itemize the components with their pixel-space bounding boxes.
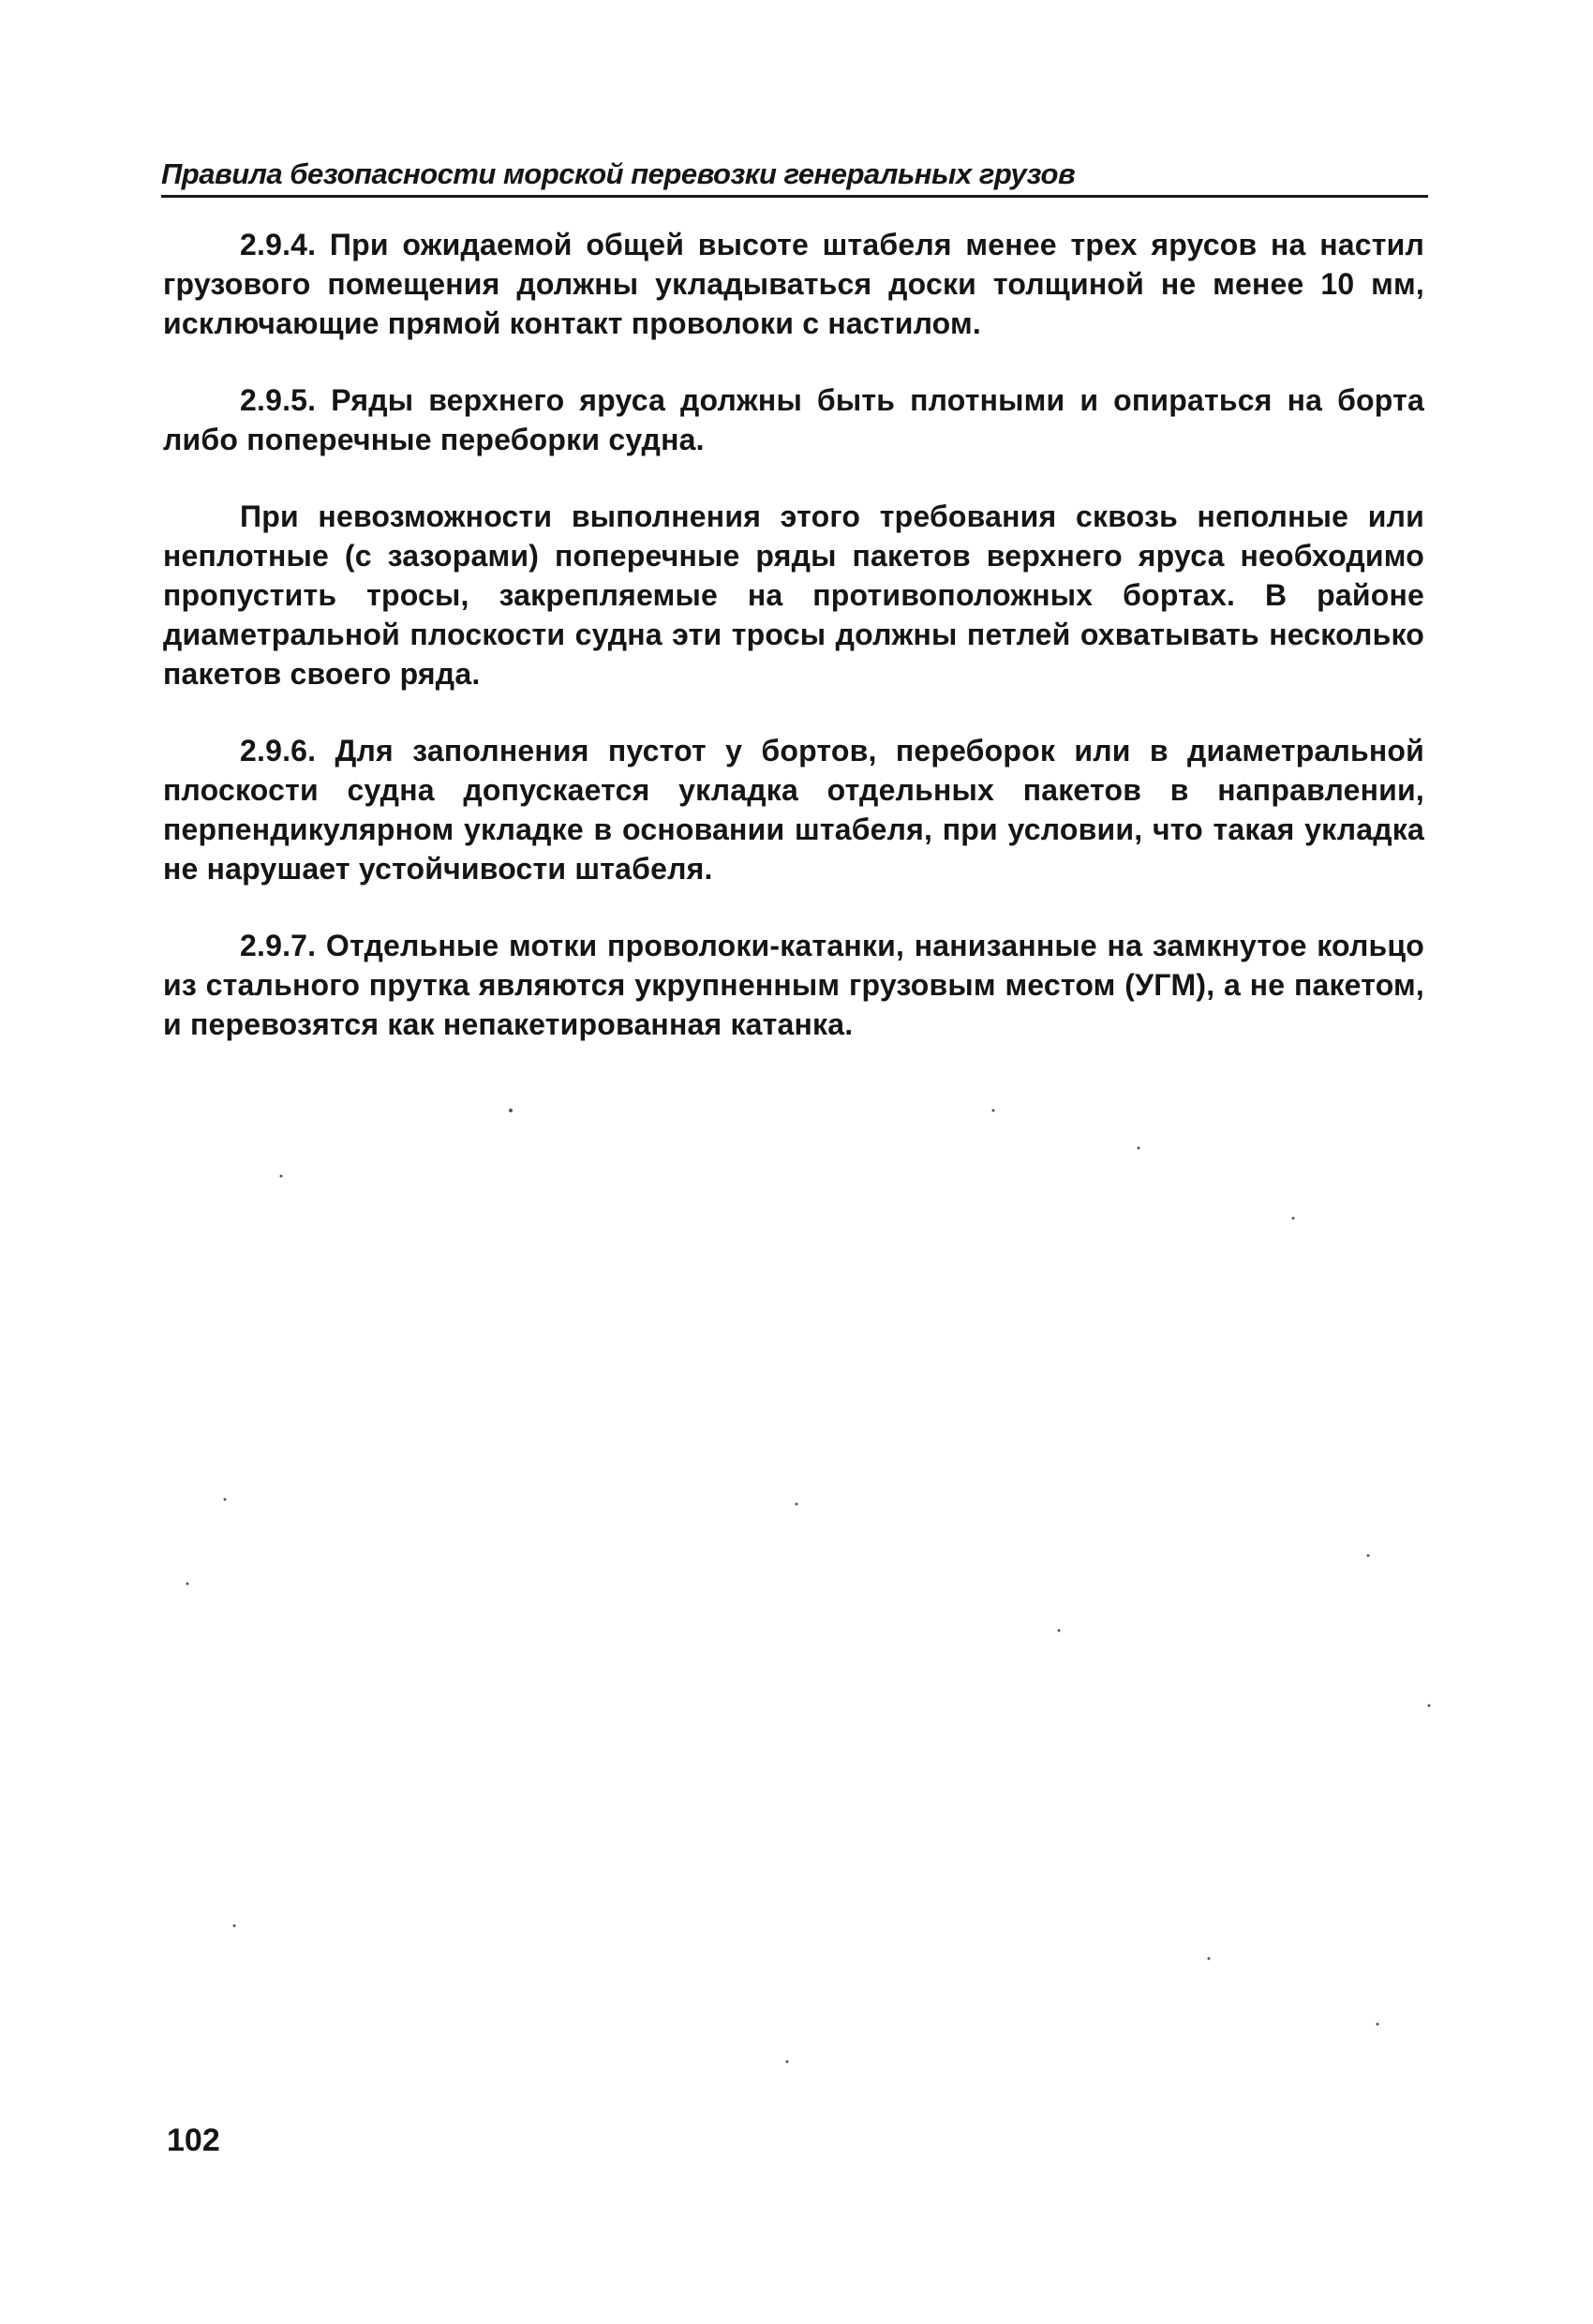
paragraph-2-9-5-continuation: При невозможности выполнения этого требования сквозь неполные или неплотные (с зазорами) поперечные ряды пакетов верхнего яруса необходимо пропустить тросы, закрепляемые на противоположных бортах. В районе диаметральной плоскости судна эти тросы должны петлей охватывать несколько пакетов своего ряда. (163, 499, 1424, 691)
paragraph-2-9-6: 2.9.6. Для заполнения пустот у бортов, переборок или в диаметральной плоскости судна допускается укладка отдельных пакетов в направлении, перпендикулярном укладке в основании штабеля, при условии, что такая укладка не нарушает устойчивости штабеля. (163, 734, 1424, 886)
page-number: 102 (167, 2123, 220, 2158)
running-header-title: Правила безопасности морской перевозки генеральных грузов (161, 157, 1076, 190)
paragraph-2-9-7: 2.9.7. Отдельные мотки проволоки-катанки, нанизанные на замкнутое кольцо из стального прутка являются укрупненным грузовым местом (УГМ), а не пакетом, и перевозятся как непакетированная катанка. (163, 929, 1424, 1041)
paragraph-2-9-5: 2.9.5. Ряды верхнего яруса должны быть плотными и опираться на борта либо поперечные переборки судна. (163, 383, 1424, 456)
paragraph-2-9-4: 2.9.4. При ожидаемой общей высоте штабеля менее трех ярусов на настил грузового помещения должны укладываться доски толщиной не менее 10 мм, исключающие прямой контакт проволоки с настилом. (163, 228, 1424, 340)
